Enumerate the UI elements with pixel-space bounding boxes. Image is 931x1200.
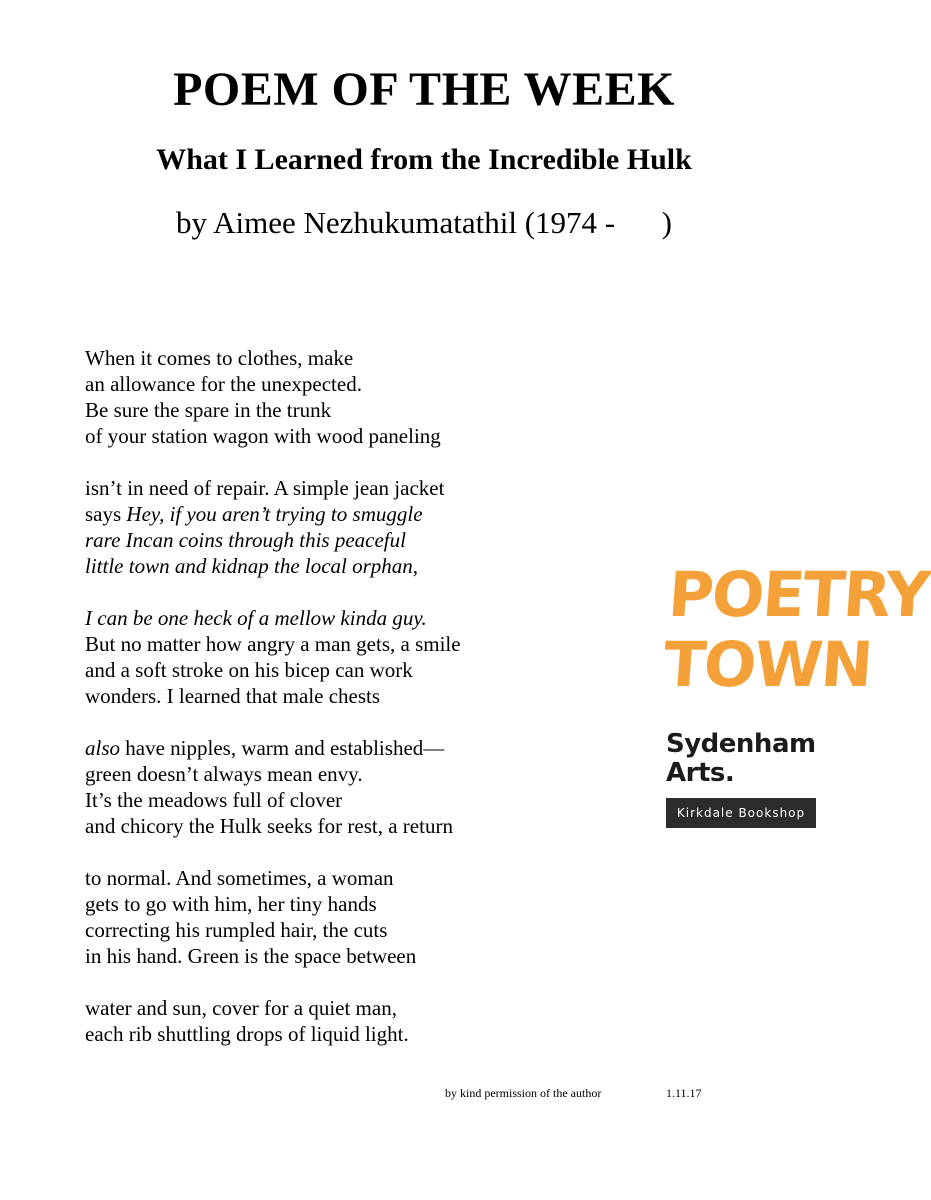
- poem-line: But no matter how angry a man gets, a smile: [85, 632, 461, 656]
- date-stamp: 1.11.17: [666, 1086, 702, 1100]
- italic-text: also: [85, 736, 121, 760]
- poem-line-italic: [85, 527, 461, 553]
- poem-line: [85, 501, 461, 527]
- poem-body: [85, 345, 461, 1073]
- logo-town-text: TOWN: [661, 628, 874, 701]
- poem-line: isn’t in need of repair. A simple jean jacket: [85, 476, 445, 500]
- poem-line: Be sure the spare in the trunk: [85, 398, 332, 422]
- poem-line: to normal. And sometimes, a woman: [85, 866, 394, 890]
- stanza-3: [85, 605, 461, 709]
- logo-arts-text: Arts.: [666, 758, 735, 788]
- italic-text: little town and kidnap the local orphan,: [85, 554, 419, 578]
- poem-line: each rib shuttling drops of liquid light.: [85, 1022, 409, 1046]
- stanza-4: [85, 735, 461, 839]
- poem-line-rest: have nipples, warm and established—: [120, 736, 445, 760]
- page-title: POEM OF THE WEEK: [173, 63, 675, 116]
- italic-text: I can be one heck of a mellow kinda guy.: [85, 606, 427, 630]
- author-byline: [0, 205, 848, 241]
- poem-line-italic: [85, 605, 461, 631]
- sydenham-arts-logo: [666, 730, 816, 788]
- poem-line: and chicory the Hulk seeks for rest, a return: [85, 814, 453, 838]
- poem-line: When it comes to clothes, make: [85, 346, 354, 370]
- stanza-1: [85, 345, 461, 449]
- poem-line: an allowance for the unexpected.: [85, 372, 362, 396]
- poem-title: What I Learned from the Incredible Hulk: [156, 143, 692, 176]
- poem-line-italic: [85, 553, 461, 579]
- poem-line: gets to go with him, her tiny hands: [85, 892, 377, 916]
- poem-line: in his hand. Green is the space between: [85, 944, 417, 968]
- poem-line-start: says: [85, 502, 127, 526]
- poem-line-italic: Hey, if you aren’t trying to smuggle: [126, 502, 423, 526]
- permission-note: by kind permission of the author: [445, 1086, 602, 1100]
- byline-text: by Aimee Nezhukumatathil (1974 - ): [176, 205, 672, 240]
- poem-line: green doesn’t always mean envy.: [85, 762, 363, 786]
- poem-line: [85, 735, 461, 761]
- poem-line: of your station wagon with wood paneling: [85, 424, 441, 448]
- poetry-town-logo: [661, 558, 931, 701]
- logo-sydenham-text: Sydenham: [666, 729, 816, 759]
- poem-line: wonders. I learned that male chests: [85, 684, 381, 708]
- stanza-6: [85, 995, 461, 1047]
- kirkdale-bookshop-logo: Kirkdale Bookshop: [666, 798, 816, 828]
- stanza-5: [85, 865, 461, 969]
- poem-line: correcting his rumpled hair, the cuts: [85, 918, 388, 942]
- poem-line: and a soft stroke on his bicep can work: [85, 658, 413, 682]
- poem-line: water and sun, cover for a quiet man,: [85, 996, 397, 1020]
- italic-text: rare Incan coins through this peaceful: [85, 528, 406, 552]
- poem-line: It’s the meadows full of clover: [85, 788, 343, 812]
- logo-poetry-text: POETRY: [665, 558, 931, 631]
- stanza-2: [85, 475, 461, 579]
